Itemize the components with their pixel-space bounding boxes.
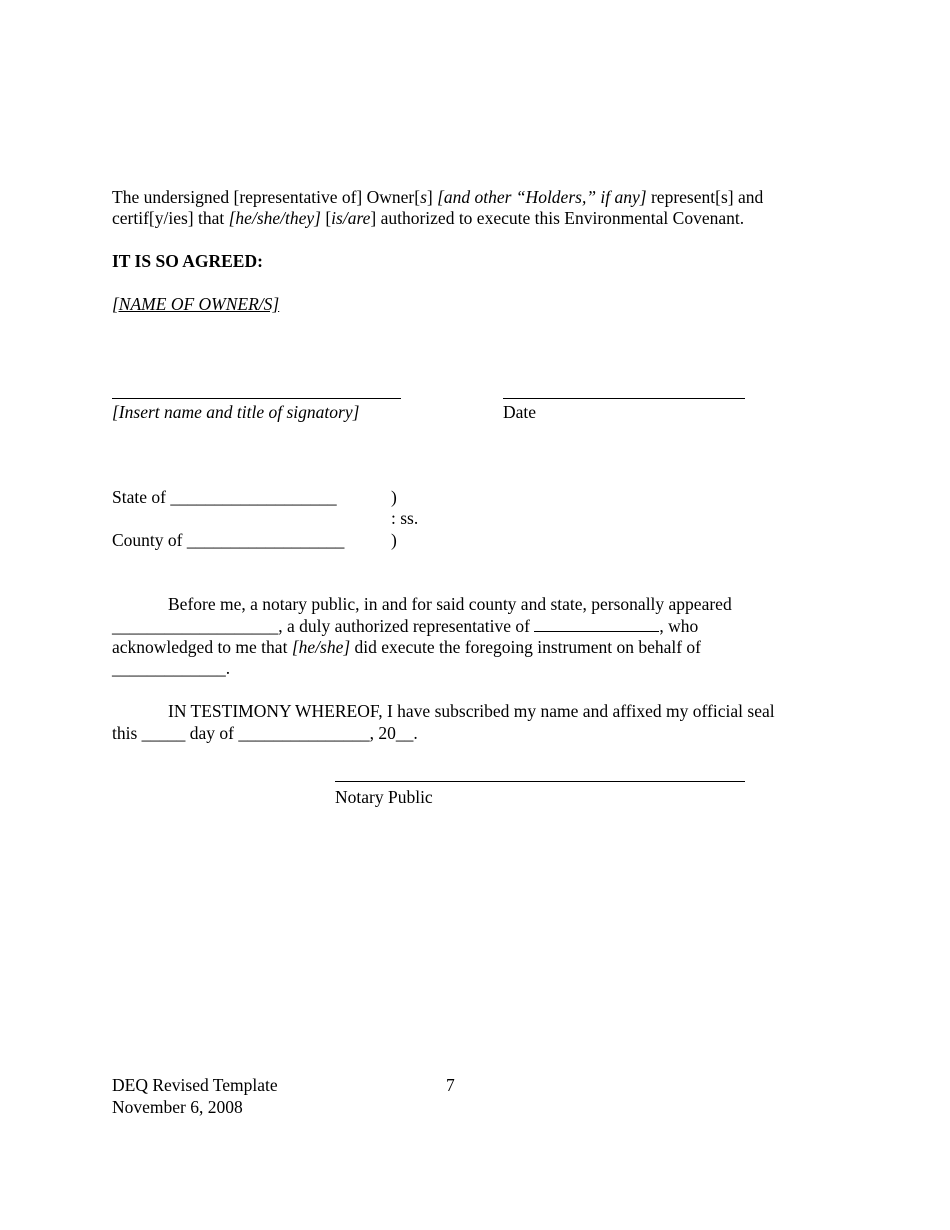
agreed-heading: IT IS SO AGREED: xyxy=(112,251,263,271)
footer-date: November 6, 2008 xyxy=(112,1097,243,1117)
notary-para-line-4: _____________. xyxy=(112,658,231,678)
intro-line-1: The undersigned [representative of] Owner[s] [and other “Holders,” if any] represent[s] and xyxy=(112,187,764,207)
footer-template: DEQ Revised Template xyxy=(112,1075,278,1095)
page-number: 7 xyxy=(446,1075,455,1095)
notary-para-line-2: ___________________, a duly authorized representative of , who xyxy=(112,616,699,636)
owner-name: [NAME OF OWNER/S] xyxy=(112,294,280,314)
signatory-signature-line xyxy=(112,398,401,399)
county-of: County of __________________ xyxy=(112,530,345,550)
testimony-line-1: IN TESTIMONY WHEREOF, I have subscribed my name and affixed my official seal xyxy=(168,701,775,721)
notary-para-line-3: acknowledged to me that [he/she] did execute the foregoing instrument on behalf of xyxy=(112,637,702,657)
venue-paren-open: ) xyxy=(391,487,397,507)
signatory-label: [Insert name and title of signatory] xyxy=(112,402,360,422)
notary-signature-line xyxy=(335,781,745,782)
notary-public-label: Notary Public xyxy=(335,787,433,807)
venue-ss: : ss. xyxy=(391,508,419,528)
state-of: State of ___________________ xyxy=(112,487,337,507)
venue-paren-close: ) xyxy=(391,530,397,550)
intro-line-2: certif[y/ies] that [he/she/they] [is/are] authorized to execute this Environmental Covenant. xyxy=(112,208,745,228)
testimony-line-2: this _____ day of _______________, 20__. xyxy=(112,723,418,743)
date-label: Date xyxy=(503,402,537,422)
notary-para-line-1: Before me, a notary public, in and for said county and state, personally appeared xyxy=(168,594,732,614)
date-signature-line xyxy=(503,398,745,399)
representative-of-blank xyxy=(534,616,659,632)
